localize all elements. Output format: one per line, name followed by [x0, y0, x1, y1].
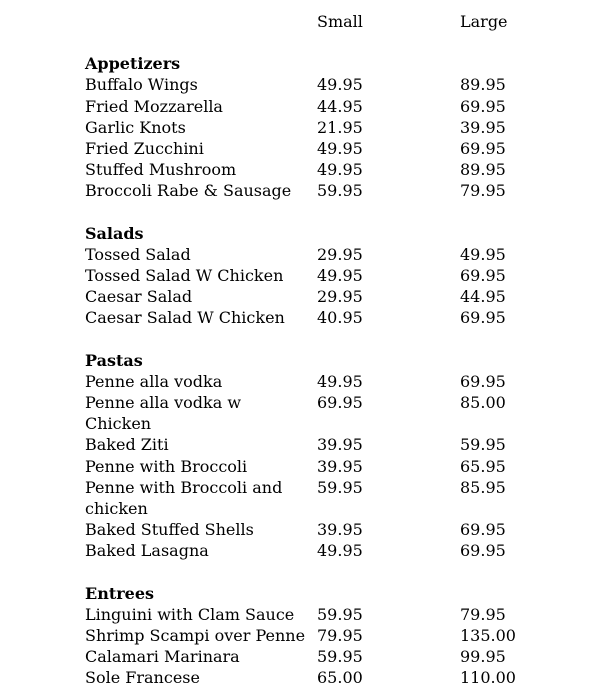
item-price-large: 89.95: [460, 160, 506, 180]
item-name: Caesar Salad W Chicken: [85, 308, 285, 328]
item-price-small: 44.95: [317, 96, 363, 116]
item-price-small: 49.95: [317, 139, 363, 159]
menu-item-row: [85, 74, 610, 95]
item-price-large: 110.00: [460, 668, 516, 688]
menu-item-row: [85, 244, 610, 265]
menu-item-row: [85, 96, 610, 117]
item-name: Fried Zucchini: [85, 139, 204, 159]
menu-item-row: [85, 625, 610, 646]
menu-item-row: [85, 434, 610, 455]
item-name: Penne alla vodka w Chicken: [85, 393, 242, 434]
item-price-large: 69.95: [460, 139, 506, 159]
item-name: Calamari Marinara: [85, 647, 240, 667]
item-name: Baked Stuffed Shells: [85, 520, 254, 540]
item-price-large: 49.95: [460, 244, 506, 264]
item-price-small: 29.95: [317, 244, 363, 264]
item-name: Sole Francese: [85, 668, 200, 688]
item-price-large: 79.95: [460, 604, 506, 624]
item-price-large: 44.95: [460, 287, 506, 307]
item-name: Caesar Salad: [85, 287, 193, 307]
item-price-large: 59.95: [460, 435, 506, 455]
item-price-large: 79.95: [460, 181, 506, 201]
item-price-large: 69.95: [460, 371, 506, 391]
item-price-small: 39.95: [317, 520, 363, 540]
item-price-small: 79.95: [317, 626, 363, 646]
section-title: Entrees: [85, 583, 155, 603]
section-title: Salads: [85, 223, 144, 243]
item-price-small: 49.95: [317, 266, 363, 286]
item-name: Baked Lasagna: [85, 541, 209, 561]
item-price-small: 69.95: [317, 393, 363, 413]
item-price-large: 99.95: [460, 647, 506, 667]
item-price-large: 39.95: [460, 117, 506, 137]
menu-item-row: [85, 646, 610, 667]
item-price-small: 49.95: [317, 75, 363, 95]
item-name: Fried Mozzarella: [85, 96, 223, 116]
item-price-large: 69.95: [460, 96, 506, 116]
item-price-small: 39.95: [317, 456, 363, 476]
menu-item-row: [85, 540, 610, 561]
menu-section-pastas: [85, 350, 610, 562]
item-name: Baked Ziti: [85, 435, 169, 455]
menu-item-row: [85, 604, 610, 625]
menu-item-row: [85, 180, 610, 201]
item-name: Broccoli Rabe & Sausage: [85, 181, 292, 201]
menu-item-row: [85, 138, 610, 159]
item-price-small: 59.95: [317, 604, 363, 624]
item-price-large: 65.95: [460, 456, 506, 476]
menu-item-row: [85, 159, 610, 180]
section-title: Appetizers: [85, 54, 181, 74]
item-price-small: 39.95: [317, 435, 363, 455]
item-price-small: 21.95: [317, 117, 363, 137]
item-price-large: 69.95: [460, 308, 506, 328]
menu-section-entrees: [85, 583, 610, 689]
menu-section-appetizers: [85, 53, 610, 201]
section-title: Pastas: [85, 350, 143, 370]
section-title-row: [85, 53, 610, 74]
item-name: Garlic Knots: [85, 117, 186, 137]
item-price-large: 69.95: [460, 520, 506, 540]
section-title-row: [85, 350, 610, 371]
item-price-small: 49.95: [317, 371, 363, 391]
column-header-row: [85, 11, 610, 32]
menu-item-row: [85, 456, 610, 477]
item-name: Linguini with Clam Sauce: [85, 604, 295, 624]
item-price-small: 65.00: [317, 668, 363, 688]
item-price-large: 89.95: [460, 75, 506, 95]
column-header-large: Large: [460, 12, 508, 31]
item-name: Shrimp Scampi over Penne: [85, 626, 306, 646]
item-price-large: 69.95: [460, 266, 506, 286]
item-price-large: 135.00: [460, 626, 516, 646]
menu-item-row: [85, 265, 610, 286]
item-price-small: 49.95: [317, 160, 363, 180]
item-price-small: 59.95: [317, 181, 363, 201]
item-price-small: 59.95: [317, 647, 363, 667]
item-name: Penne alla vodka: [85, 371, 223, 391]
menu-section-salads: [85, 223, 610, 329]
item-name: Penne with Broccoli and chicken: [85, 477, 283, 519]
menu-item-row: [85, 286, 610, 307]
item-price-large: 69.95: [460, 541, 506, 561]
item-name: Tossed Salad: [85, 244, 191, 264]
menu-item-row: [85, 667, 610, 688]
item-price-large: 85.00: [460, 393, 506, 413]
section-title-row: [85, 583, 610, 604]
item-name: Buffalo Wings: [85, 75, 198, 95]
menu-item-row: [85, 392, 610, 434]
item-name: Tossed Salad W Chicken: [85, 266, 284, 286]
menu-item-row: [85, 117, 610, 138]
column-header-small: Small: [317, 12, 363, 31]
item-price-small: 40.95: [317, 308, 363, 328]
item-price-large: 85.95: [460, 477, 506, 497]
menu-item-row: [85, 307, 610, 328]
item-price-small: 29.95: [317, 287, 363, 307]
menu-item-row: [85, 519, 610, 540]
menu-sections: [85, 53, 610, 688]
section-title-row: [85, 223, 610, 244]
item-price-small: 49.95: [317, 541, 363, 561]
item-name: Penne with Broccoli: [85, 456, 248, 476]
menu-item-row: [85, 477, 610, 519]
item-name: Stuffed Mushroom: [85, 160, 237, 180]
item-price-small: 59.95: [317, 477, 363, 497]
menu-item-row: [85, 371, 610, 392]
